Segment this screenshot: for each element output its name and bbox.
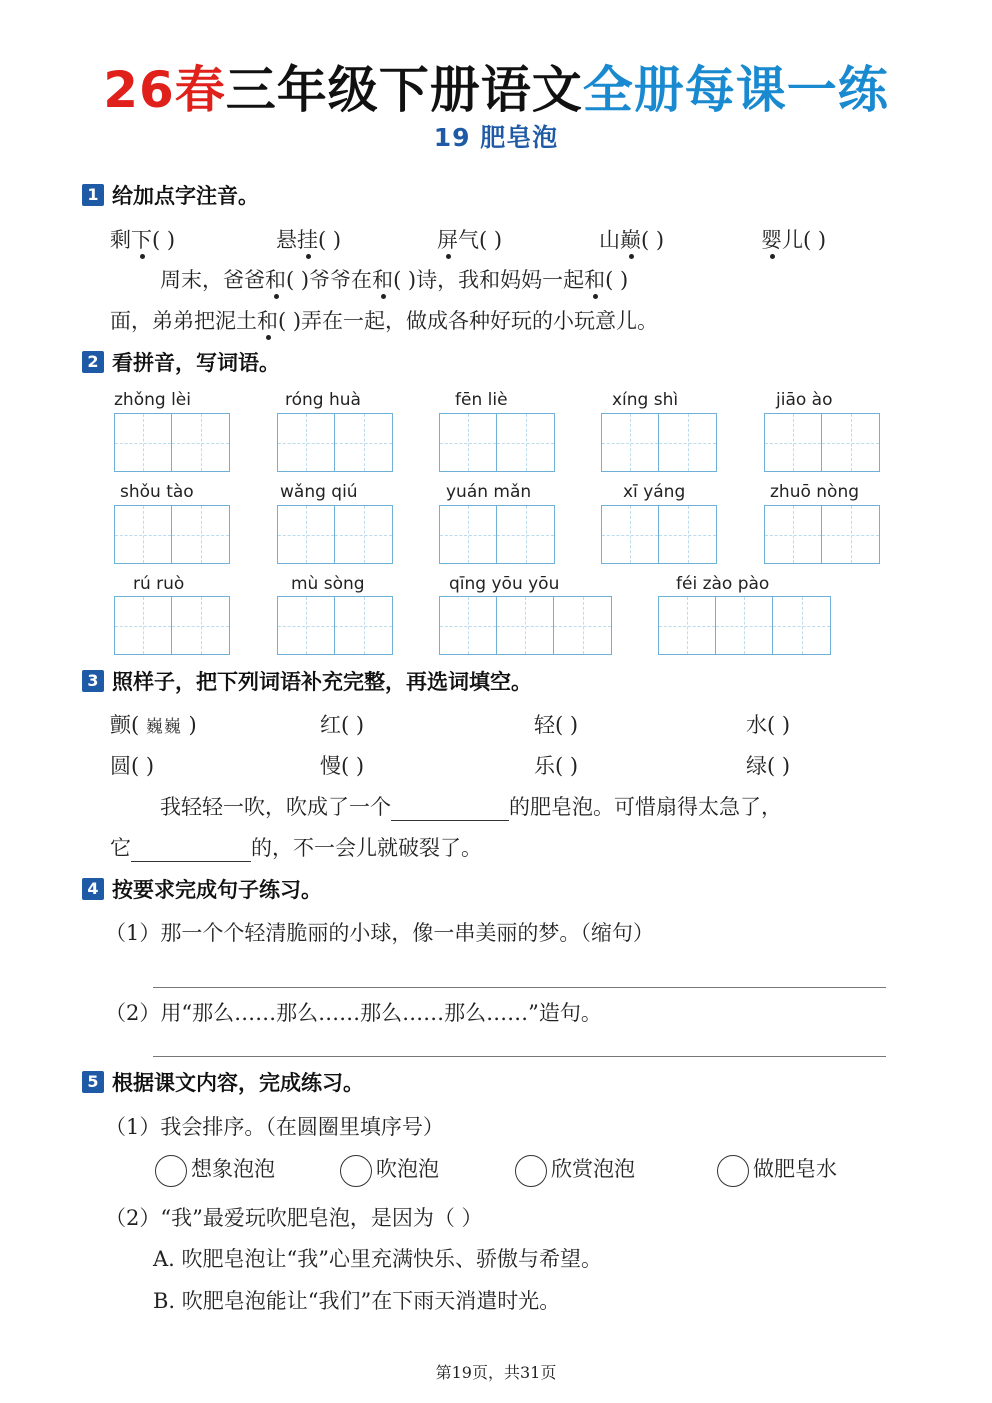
word-item: 圆( ): [110, 754, 155, 778]
pinyin-label: mù sòng: [291, 574, 365, 594]
dotted-char: 下: [131, 228, 152, 252]
fill-sentence-1: 我轻轻一吹，吹成了一个 的肥皂泡。可惜扇得太急了，: [160, 795, 782, 819]
dotted-char: 屏: [437, 228, 458, 252]
choice-a[interactable]: A. 吹肥皂泡让“我”心里充满快乐、骄傲与希望。: [153, 1247, 602, 1271]
section-number: 3: [82, 670, 104, 692]
pinyin-item: 婴儿( ): [761, 228, 827, 252]
writing-grid[interactable]: [764, 413, 880, 472]
order-option: 欣赏泡泡: [515, 1153, 635, 1187]
pinyin-label: zhǒng lèi: [114, 390, 191, 410]
order-circle[interactable]: [340, 1155, 372, 1187]
pinyin-label: shǒu tào: [120, 482, 194, 502]
section-number: 2: [82, 351, 104, 373]
section-number: 1: [82, 184, 104, 206]
polyphone-line-1: 周末，爸爸和( )爷爷在和( )诗，我和妈妈一起和( ): [160, 268, 629, 292]
pinyin-label: féi zào pào: [676, 574, 770, 594]
word-item: 慢( ): [320, 754, 365, 778]
section-title: 看拼音，写词语。: [112, 351, 280, 375]
pinyin-label: róng huà: [285, 390, 361, 410]
order-circle[interactable]: [717, 1155, 749, 1187]
sample-answer: 巍巍: [145, 717, 182, 737]
word-item: 红( ): [320, 713, 365, 737]
writing-grid[interactable]: [277, 596, 393, 655]
word-item: 颤( 巍巍 ): [110, 713, 197, 737]
order-option: 做肥皂水: [717, 1153, 837, 1187]
word-completion-row-1: [110, 709, 890, 739]
pinyin-item: 剩下( ): [110, 228, 176, 252]
dotted-char: 挂: [297, 228, 318, 252]
writing-grid[interactable]: [764, 505, 880, 564]
pinyin-label: xíng shì: [612, 390, 679, 410]
section-2-heading: [82, 348, 280, 376]
section-5-heading: [82, 1068, 364, 1096]
dotted-char: 婴: [761, 228, 782, 252]
pinyin-item: 悬挂( ): [276, 228, 342, 252]
word-item: 水( ): [746, 713, 791, 737]
pinyin-label: qīng yōu yōu: [449, 574, 560, 594]
fill-sentence-2: 它 的，不一会儿就破裂了。: [110, 836, 482, 860]
writing-grid[interactable]: [277, 413, 393, 472]
pinyin-item: 屏气( ): [437, 228, 503, 252]
section-title: 给加点字注音。: [112, 184, 259, 208]
dotted-char: 巅: [620, 228, 641, 252]
pinyin-label: zhuō nòng: [770, 482, 860, 502]
section-title: 根据课文内容，完成练习。: [112, 1071, 364, 1095]
writing-grid[interactable]: [601, 505, 717, 564]
section-title: 按要求完成句子练习。: [112, 878, 322, 902]
writing-grid[interactable]: [277, 505, 393, 564]
order-circle[interactable]: [515, 1155, 547, 1187]
question-5-1: （1）我会排序。（在圆圈里填序号）: [105, 1115, 444, 1139]
section-title: 照样子，把下列词语补充完整，再选词填空。: [112, 670, 532, 694]
fill-blank[interactable]: [131, 840, 251, 862]
ordering-options: [155, 1153, 875, 1191]
title-part-black: 三年级下册语文: [225, 61, 583, 119]
section-3-heading: [82, 667, 532, 695]
writing-grid[interactable]: [439, 505, 555, 564]
pinyin-label: wǎng qiú: [280, 482, 358, 502]
writing-grid[interactable]: [439, 596, 612, 655]
pinyin-items-row: [110, 224, 900, 254]
page-footer: 第19页，共31页: [435, 1363, 557, 1382]
writing-grid[interactable]: [601, 413, 717, 472]
question-5-2: （2）“我”最爱玩吹肥皂泡，是因为（ ）: [105, 1206, 483, 1230]
polyphone-line-2: 面，弟弟把泥土和( )弄在一起，做成各种好玩的小玩意儿。: [110, 309, 659, 333]
pinyin-label: yuán mǎn: [446, 482, 532, 502]
word-completion-row-2: [110, 750, 890, 780]
question-4-2: （2）用“那么……那么……那么……那么……”造句。: [105, 1001, 602, 1025]
question-4-1: （1）那一个个轻清脆丽的小球，像一串美丽的梦。（缩句）: [105, 921, 654, 945]
fill-blank[interactable]: [391, 799, 509, 821]
pinyin-label: fēn liè: [455, 390, 508, 410]
pinyin-label: xī yáng: [623, 482, 686, 502]
section-1-heading: [82, 181, 259, 209]
title-part-blue: 全册每课一练: [582, 61, 889, 119]
answer-line[interactable]: [153, 987, 886, 988]
section-4-heading: [82, 875, 322, 903]
section-number: 4: [82, 878, 104, 900]
writing-grid[interactable]: [114, 505, 230, 564]
section-number: 5: [82, 1071, 104, 1093]
order-circle[interactable]: [155, 1155, 187, 1187]
word-item: 乐( ): [534, 754, 579, 778]
order-option: 想象泡泡: [155, 1153, 275, 1187]
word-item: 轻( ): [534, 713, 579, 737]
order-option: 吹泡泡: [340, 1153, 439, 1187]
lesson-title: 19 肥皂泡: [433, 123, 559, 152]
answer-line[interactable]: [153, 1056, 886, 1057]
writing-grid[interactable]: [658, 596, 831, 655]
pinyin-label: rú ruò: [133, 574, 185, 594]
word-item: 绿( ): [746, 754, 791, 778]
pinyin-item: 山巅( ): [599, 228, 665, 252]
pinyin-label: jiāo ào: [776, 390, 833, 410]
choice-b[interactable]: B. 吹肥皂泡能让“我们”在下雨天消遣时光。: [153, 1289, 561, 1313]
writing-grid[interactable]: [439, 413, 555, 472]
page-title: [0, 50, 992, 122]
title-part-red: 26春: [103, 61, 226, 119]
writing-grid[interactable]: [114, 413, 230, 472]
writing-grid[interactable]: [114, 596, 230, 655]
